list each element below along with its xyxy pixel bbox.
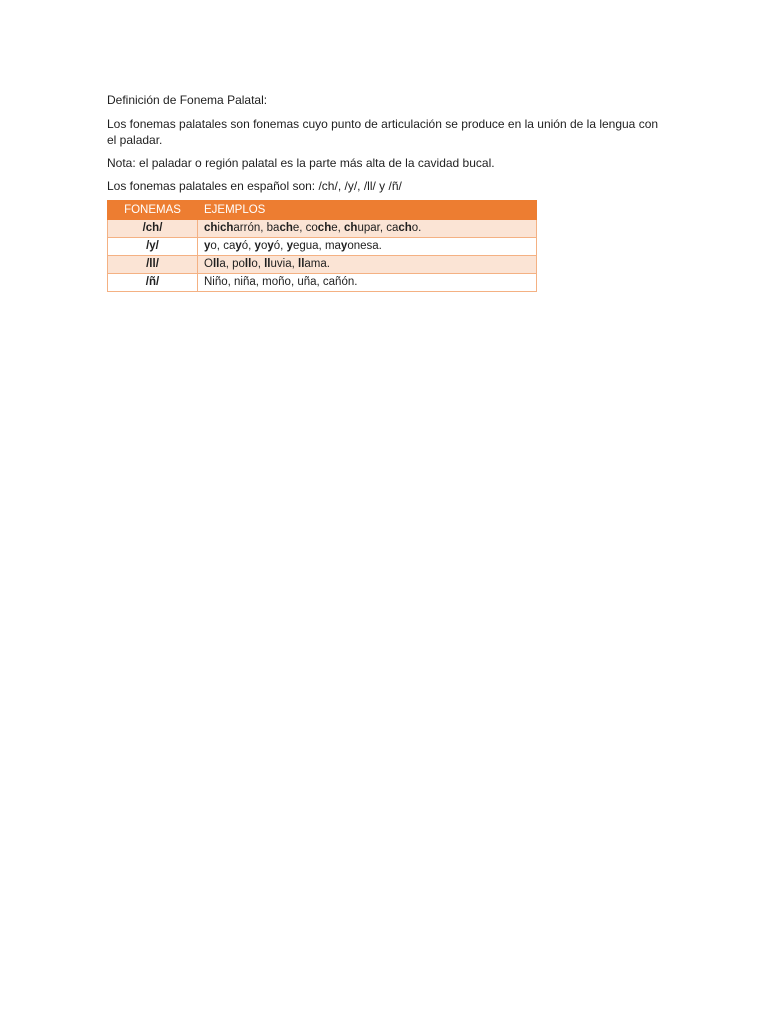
ejemplos-cell: Niño, niña, moño, uña, cañón. bbox=[198, 274, 537, 292]
fonema-cell: /y/ bbox=[108, 238, 198, 256]
definition-paragraph: Los fonemas palatales son fonemas cuyo punto de articulación se produce en la unión de la lengua con el paladar. bbox=[107, 117, 659, 147]
fonema-cell: /ñ/ bbox=[108, 274, 198, 292]
list-intro-paragraph: Los fonemas palatales en español son: /ch/, /y/, /ll/ y /ñ/ bbox=[107, 179, 402, 193]
ejemplos-cell: Olla, pollo, lluvia, llama. bbox=[198, 256, 537, 274]
table-row bbox=[108, 238, 537, 256]
header-fonemas: FONEMAS bbox=[108, 201, 198, 220]
fonemas-table bbox=[107, 200, 537, 292]
document-heading: Definición de Fonema Palatal: bbox=[107, 93, 268, 107]
table-row bbox=[108, 256, 537, 274]
document-page bbox=[107, 92, 667, 292]
ejemplos-cell: yo, cayó, yoyó, yegua, mayonesa. bbox=[198, 238, 537, 256]
fonema-cell: /ll/ bbox=[108, 256, 198, 274]
fonema-cell: /ch/ bbox=[108, 220, 198, 238]
table-row bbox=[108, 274, 537, 292]
note-paragraph: Nota: el paladar o región palatal es la parte más alta de la cavidad bucal. bbox=[107, 156, 495, 170]
table-row bbox=[108, 220, 537, 238]
header-ejemplos: EJEMPLOS bbox=[198, 201, 537, 220]
ejemplos-cell: chicharrón, bache, coche, chupar, cacho. bbox=[198, 220, 537, 238]
table-header-row bbox=[108, 201, 537, 220]
